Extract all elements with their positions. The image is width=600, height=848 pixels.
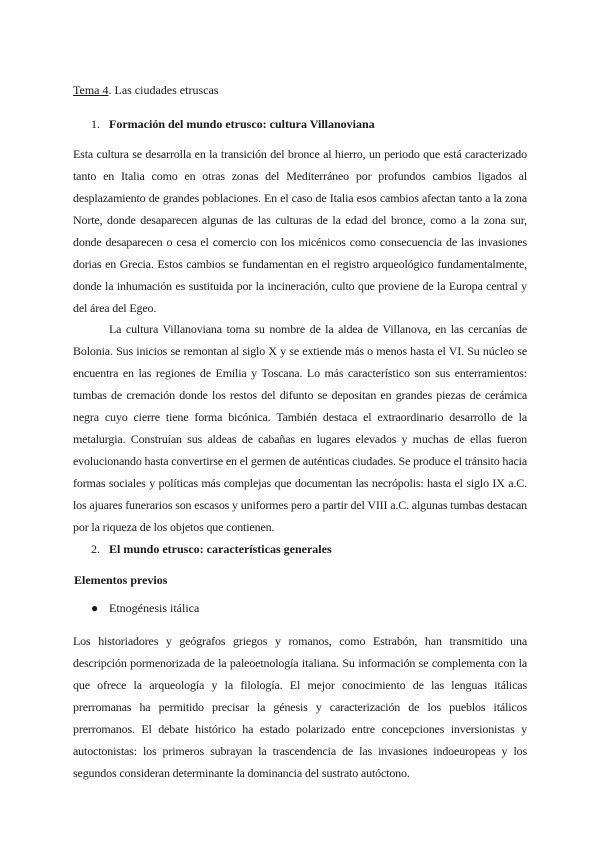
section-number-2: 2. [91, 542, 100, 556]
subheading: Elementos previos [74, 573, 168, 587]
bullet-icon: ● [91, 601, 99, 615]
paragraph-3: Los historiadores y geógrafos griegos y romanos, como Estrabón, han transmitido una descripción pormenorizada de la paleoetnología italiana. Su información se complementa con la que ofrece la arqueología y la filología. El mejor conocimiento de las lenguas itálicas prerromanas ha permitido precisar la génesis y caracterización de los pueblos itálicos prerromanos. El debate histórico ha estado polarizado entre concepciones inversionistas y autoctonistas: los primeros subrayan la trascendencia de las invasiones indoeuropeas y los segundos consideran determinante la dominancia del sustrato autóctono. [73, 634, 527, 780]
section-title-2: El mundo etrusco: características generales [109, 542, 332, 556]
section-heading-1 [91, 116, 375, 132]
paragraph-1: Esta cultura se desarrolla en la transición del bronce al hierro, un periodo que está caracterizado tanto en Italia como en otras zonas del Mediterráneo por profundos cambios ligados al desplazamiento de grandes poblaciones. En el caso de Italia esos cambios afectan tanto a la zona Norte, donde desaparecen algunas de las culturas de la edad del bronce, como a la zona sur, donde desaparecen o cesa el comercio con los micénicos como consecuencia de las invasiones dorias en Grecia. Estos cambios se fundamentan en el registro arqueológico fundamentalmente, donde la inhumación es sustituida por la incineración, culto que proviene de la Europa central y del área del Egeo. [73, 147, 527, 315]
section-heading-2 [91, 541, 332, 557]
title-text: . Las ciudades etruscas [108, 83, 219, 97]
document-title [73, 82, 218, 98]
bullet-item [91, 600, 199, 616]
paragraph-2: La cultura Villanoviana toma su nombre de la aldea de Villanova, en las cercanías de Bolonia. Sus inicios se remontan al siglo X y se extiende más o menos hasta el VI. Su núcleo se encuentra en las regiones de Emilia y Toscana. Lo más característico son sus enterramientos: tumbas de cremación donde los restos del difunto se depositan en grandes piezas de cerámica negra cuyo cierre tiene forma bicónica. También destaca el extraordinario desarrollo de la metalurgia. Construían sus aldeas de cabañas en lugares elevados y muchas de ellas fueron evolucionando hasta convertirse en el germen de auténticas ciudades. Se produce el tránsito hacia formas sociales y políticas más complejas que documentan las necrópolis: hasta el siglo IX a.C. los ajuares funerarios son escasos y uniformes pero a partir del VIII a.C. algunas tumbas destacan por la riqueza de los objetos que contienen. [73, 322, 527, 534]
section-number-1: 1. [91, 117, 100, 131]
section-title-1: Formación del mundo etrusco: cultura Villanoviana [109, 117, 375, 131]
bullet-text: Etnogénesis itálica [109, 601, 200, 615]
title-link[interactable]: Tema 4 [73, 83, 109, 97]
